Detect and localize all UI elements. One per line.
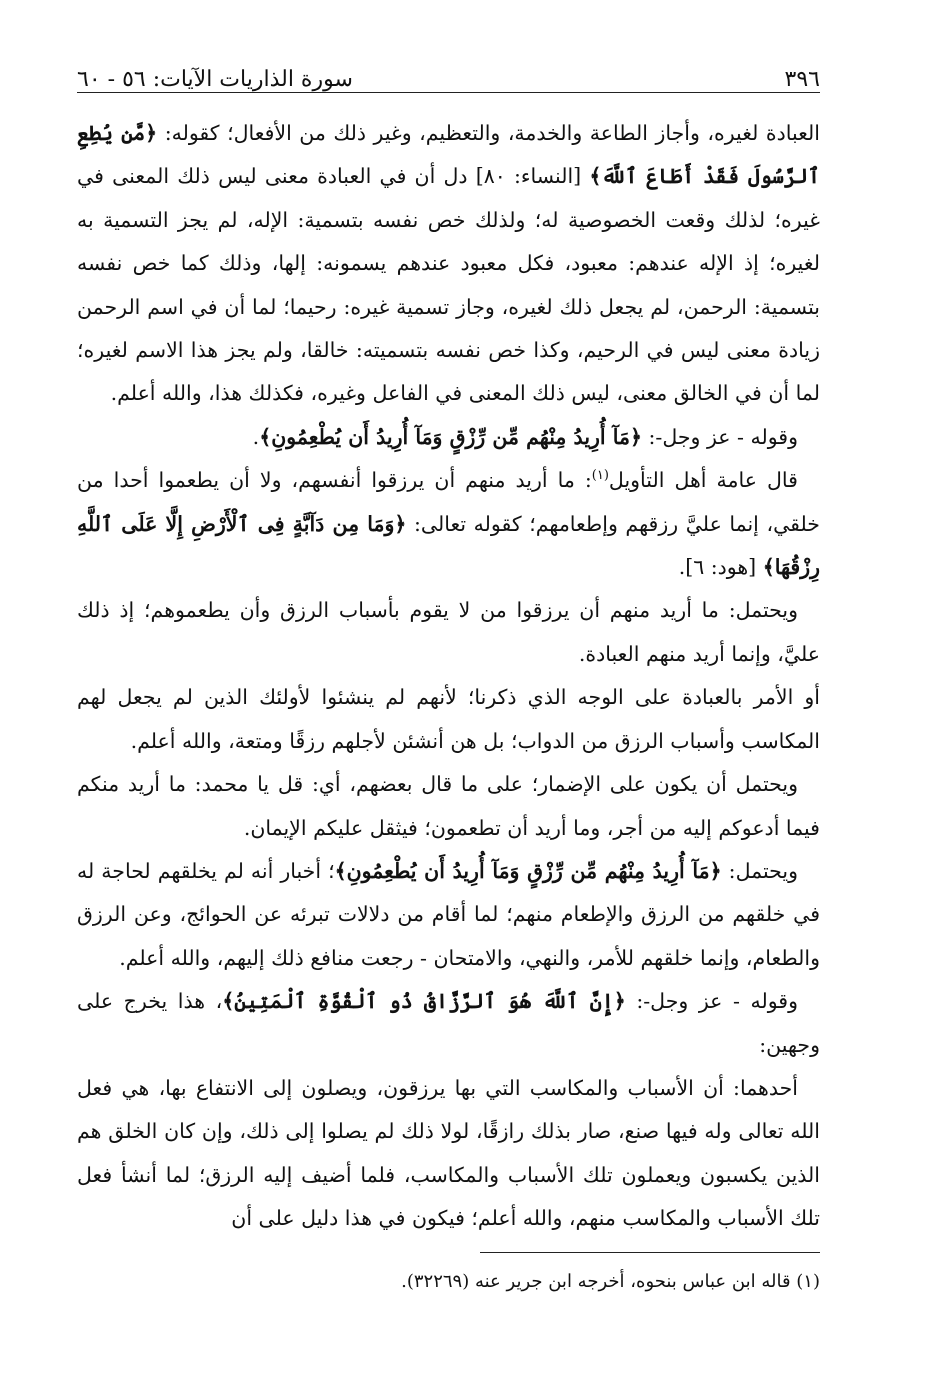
footnote-rule xyxy=(480,1252,820,1253)
quran-verse: ﴿مَآ أُرِيدُ مِنْهُم مِّن رِّزْقٍ وَمَآ أُرِيدُ أَن يُطْعِمُونِ﴾ xyxy=(259,424,642,449)
paragraph-text: ويحتمل: xyxy=(721,858,798,883)
quran-verse: ﴿مَّن يُطِعِ ٱلرَّسُولَ فَقَدْ أَطَاعَ ٱللَّهَ﴾ xyxy=(77,121,820,189)
quran-verse: ﴿مَآ أُرِيدُ مِنْهُم مِّن رِّزْقٍ وَمَآ أُرِيدُ أَن يُطْعِمُونِ﴾ xyxy=(334,858,722,883)
paragraph-text: . xyxy=(252,424,260,449)
page-number: ٣٩٦ xyxy=(784,67,820,92)
paragraph xyxy=(77,589,820,676)
paragraph xyxy=(77,459,820,589)
paragraph xyxy=(77,763,820,850)
quran-verse: ﴿وَمَا مِن دَآبَّةٍ فِى ٱلْأَرْضِ إِلَّا عَلَى ٱللَّهِ رِزْقُهَا﴾ xyxy=(77,511,820,580)
footnote-reference: (١) xyxy=(591,468,609,484)
footnote: (١) قاله ابن عباس بنحوه، أخرجه ابن جرير عنه (٣٢٢٦٩). xyxy=(401,1271,820,1292)
paragraph-text: ويحتمل أن يكون على الإضمار؛ على ما قال بعضهم، أي: قل يا محمد: ما أريد منكم فيما أدعوكم إليه من أجر، وما أريد أن تطعمون؛ فيثقل عليكم الإيمان. xyxy=(77,772,820,840)
paragraph-text: وقوله - عز وجل-: xyxy=(642,424,798,449)
paragraph-text: أو الأمر بالعبادة على الوجه الذي ذكرنا؛ لأنهم لم ينشئوا لأولئك الذين لم يجعل لهم المكاسب وأسباب الرزق من الدواب؛ بل هن أنشئن لأجلهم رزقًا ومتعة، والله أعلم. xyxy=(77,685,820,753)
paragraph-text: : ما أريد منهم أن يرزقوا أنفسهم، ولا أن يطعموا أحدا من خلقي، إنما عليَّ رزقهم وإطعامهم؛ كقوله تعالى: xyxy=(77,468,820,536)
running-title: سورة الذاريات الآيات: ٥٦ - ٦٠ xyxy=(77,67,353,92)
paragraph-text: [هود: ٦]. xyxy=(678,555,763,580)
header-rule xyxy=(77,92,820,93)
paragraph-text: العبادة لغيره، وأجاز الطاعة والخدمة، والتعظيم، وغير ذلك من الأفعال؛ كقوله: xyxy=(157,121,820,145)
quran-verse: ﴿إِنَّ ٱللَّهَ هُوَ ٱلرَّزَّاقُ ذُو ٱلْقُوَّةِ ٱلْمَتِينُ﴾ xyxy=(222,989,626,1014)
paragraph-text: ، هذا يخرج على وجهين: xyxy=(77,989,820,1057)
body-text xyxy=(77,112,820,1241)
paragraph-text: قال عامة أهل التأويل xyxy=(608,468,798,493)
page-header xyxy=(77,50,820,92)
paragraph xyxy=(77,676,820,763)
paragraph-text: ؛ أخبار أنه لم يخلقهم لحاجة له في خلقهم من الرزق والإطعام منهم؛ لما أقام من دلالات تبرئه عن الحوائج، وعن الرزق والطعام، وإنما خلقهم للأمر، والنهي، والامتحان - رجعت منافع ذلك إليهم، والله أعلم. xyxy=(77,858,820,970)
paragraph xyxy=(77,1067,820,1241)
paragraph xyxy=(77,980,820,1067)
paragraph xyxy=(77,416,820,459)
paragraph-text: ويحتمل: ما أريد منهم أن يرزقوا من لا يقوم بأسباب الرزق وأن يطعموهم؛ إذ ذلك عليَّ، وإنما أريد منهم العبادة. xyxy=(77,598,820,666)
paragraph-text: أحدهما: أن الأسباب والمكاسب التي بها يرزقون، ويصلون إلى الانتفاع بها، هي فعل الله تعالى وله فيها صنع، صار بذلك رازقًا، لولا ذلك لم يصلوا إلى ذلك، وإن كان الخلق هم الذين يكسبون ويعملون تلك الأسباب والمكاسب، فلما أضيف إليه الرزق؛ لما أنشأ فعل تلك الأسباب والمكاسب منهم، والله أعلم؛ فيكون في هذا دليل على أن xyxy=(77,1075,820,1231)
paragraph-text: وقوله - عز وجل-: xyxy=(625,989,798,1014)
paragraph xyxy=(77,112,820,416)
paragraph xyxy=(77,850,820,980)
paragraph-text: [النساء: ٨٠] دل أن في العبادة معنى ليس ذلك المعنى في غيره؛ لذلك وقعت الخصوصية له؛ ولذلك خص نفسه بتسمية: الإله، لم يجز التسمية به لغيره؛ إذ الإله عندهم: معبود، فكل معبود عندهم يسمونه: إلها، وذلك كما خص نفسه بتسمية: الرحمن، لم يجعل ذلك لغيره، وجاز تسمية غيره: رحيما؛ لما أن في اسم الرحمن زيادة معنى ليس في الرحيم، وكذا خص نفسه بتسميته: خالقا، ولم يجز هذا الاسم لغيره؛ لما أن في الخالق معنى، ليس ذلك المعنى في الفاعل وغيره، فكذلك هذا، والله أعلم. xyxy=(77,164,820,406)
